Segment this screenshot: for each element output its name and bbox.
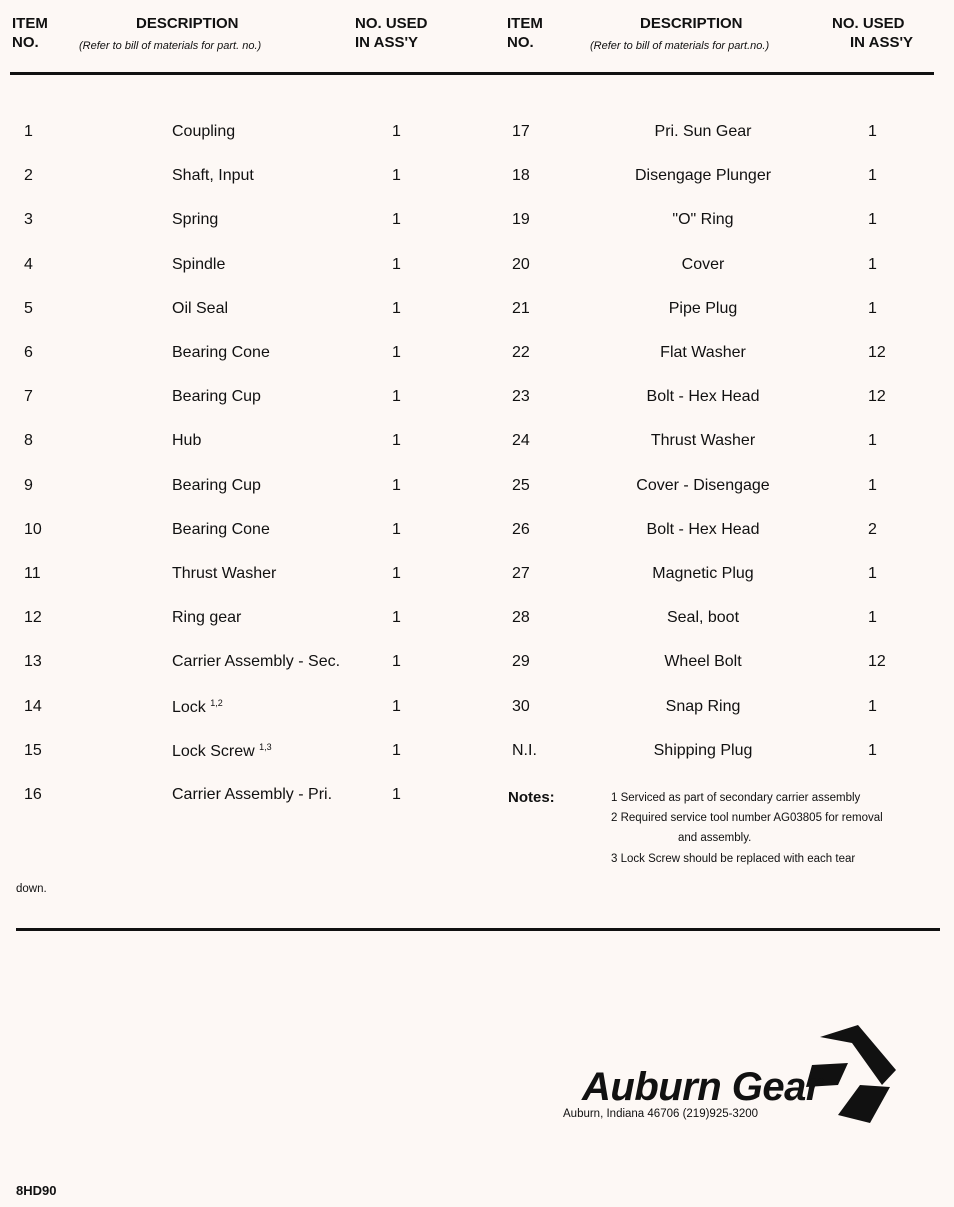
header-description-sub-left: (Refer to bill of materials for part. no.) xyxy=(79,40,262,52)
right-row-description-text: Flat Washer xyxy=(660,344,746,361)
right-row-item-no: 21 xyxy=(512,300,530,317)
left-row-qty: 1 xyxy=(392,786,401,803)
right-row-description xyxy=(553,432,853,450)
left-row-description xyxy=(172,256,225,274)
note-line: 1 Serviced as part of secondary carrier assembly xyxy=(611,792,861,804)
logo-address: Auburn, Indiana 46706 (219)925-3200 xyxy=(563,1108,759,1120)
right-row-description xyxy=(553,521,853,539)
left-row-item-no: 12 xyxy=(24,609,42,626)
left-row-description-text: Bearing Cup xyxy=(172,388,261,405)
left-row-description-text: Bearing Cone xyxy=(172,521,270,538)
right-row-item-no: 25 xyxy=(512,477,530,494)
right-row-description xyxy=(553,344,853,362)
right-row-qty: 1 xyxy=(868,256,877,273)
left-row-description xyxy=(172,344,270,362)
left-row-description xyxy=(172,742,272,761)
left-row-footnote-ref: 1,3 xyxy=(259,742,272,752)
right-row-description xyxy=(553,742,853,760)
left-row-qty: 1 xyxy=(392,565,401,582)
right-row-qty: 1 xyxy=(868,211,877,228)
right-row-item-no: 27 xyxy=(512,565,530,582)
left-row-item-no: 13 xyxy=(24,653,42,670)
right-row-item-no: 22 xyxy=(512,344,530,361)
logo-wordmark: Auburn Gear xyxy=(582,1065,821,1109)
right-row-description-text: Disengage Plunger xyxy=(634,167,772,184)
right-row-qty: 1 xyxy=(868,477,877,494)
right-row-description xyxy=(553,609,853,627)
note-overflow: down. xyxy=(16,883,47,895)
left-row-description xyxy=(172,565,276,583)
left-row-qty: 1 xyxy=(392,388,401,405)
right-row-description-text: Snap Ring xyxy=(665,698,741,715)
right-row-item-no: 29 xyxy=(512,653,530,670)
right-row-description xyxy=(553,565,853,583)
left-row-qty: 1 xyxy=(392,432,401,449)
left-row-description-text: Lock Screw xyxy=(172,743,255,760)
left-row-description xyxy=(172,653,340,671)
right-row-qty: 1 xyxy=(868,698,877,715)
left-row-qty: 1 xyxy=(392,211,401,228)
left-row-qty: 1 xyxy=(392,300,401,317)
right-row-description-text: "O" Ring xyxy=(672,211,734,228)
left-row-item-no: 14 xyxy=(24,698,42,715)
left-row-item-no: 7 xyxy=(24,388,33,405)
footer-divider xyxy=(16,928,940,931)
right-row-description-text: Shipping Plug xyxy=(653,742,753,759)
header-description-sub-right: (Refer to bill of materials for part.no.) xyxy=(590,40,770,52)
left-row-description-text: Ring gear xyxy=(172,609,242,626)
right-row-item-no: 30 xyxy=(512,698,530,715)
right-row-qty: 1 xyxy=(868,609,877,626)
header-divider xyxy=(10,72,934,75)
left-row-description xyxy=(172,388,261,406)
notes-label: Notes: xyxy=(508,789,555,806)
left-row-description-text: Thrust Washer xyxy=(172,565,277,582)
right-row-qty: 12 xyxy=(868,653,886,670)
left-row-description-text: Carrier Assembly - Sec. xyxy=(172,653,341,670)
right-row-qty: 1 xyxy=(868,167,877,184)
note-line: and assembly. xyxy=(678,832,752,844)
left-row-item-no: 9 xyxy=(24,477,33,494)
left-row-description xyxy=(172,477,261,495)
left-row-description-text: Carrier Assembly - Pri. xyxy=(172,786,333,803)
left-row-description xyxy=(172,698,223,717)
right-row-qty: 1 xyxy=(868,742,877,759)
right-row-item-no: 23 xyxy=(512,388,530,405)
right-row-description-text: Cover xyxy=(681,256,725,273)
note-line: 3 Lock Screw should be replaced with each tear xyxy=(611,853,856,865)
left-row-description-text: Oil Seal xyxy=(172,300,229,317)
left-row-item-no: 5 xyxy=(24,300,33,317)
left-row-qty: 1 xyxy=(392,521,401,538)
right-row-description-text: Bolt - Hex Head xyxy=(646,388,760,405)
right-row-item-no: N.I. xyxy=(512,742,537,759)
left-row-description-text: Lock xyxy=(172,699,206,716)
header-item-no-right: ITEM NO. xyxy=(507,15,543,51)
right-row-description-text: Pri. Sun Gear xyxy=(654,123,752,140)
right-row-item-no: 24 xyxy=(512,432,530,449)
right-row-qty: 1 xyxy=(868,432,877,449)
left-row-footnote-ref: 1,2 xyxy=(210,698,223,708)
left-row-item-no: 3 xyxy=(24,211,33,228)
header-description-right: DESCRIPTION xyxy=(640,15,743,32)
right-row-description-text: Thrust Washer xyxy=(650,432,756,449)
right-row-qty: 1 xyxy=(868,300,877,317)
left-row-description xyxy=(172,432,201,450)
left-row-qty: 1 xyxy=(392,742,401,759)
right-row-item-no: 18 xyxy=(512,167,530,184)
left-row-description xyxy=(172,609,241,627)
right-row-description xyxy=(553,167,853,185)
left-row-description-text: Spindle xyxy=(172,256,226,273)
left-row-qty: 1 xyxy=(392,653,401,670)
document-code: 8HD90 xyxy=(16,1183,57,1198)
right-row-qty: 1 xyxy=(868,565,877,582)
left-row-description xyxy=(172,167,254,185)
left-row-item-no: 15 xyxy=(24,742,42,759)
right-row-item-no: 19 xyxy=(512,211,530,228)
left-row-qty: 1 xyxy=(392,344,401,361)
left-row-item-no: 6 xyxy=(24,344,33,361)
left-row-description xyxy=(172,123,235,141)
right-row-description xyxy=(553,300,853,318)
note-line: 2 Required service tool number AG03805 for removal xyxy=(611,812,883,824)
left-row-item-no: 10 xyxy=(24,521,42,538)
right-row-description xyxy=(553,256,853,274)
right-row-description xyxy=(553,477,853,495)
header-item-no-left: ITEM NO. xyxy=(12,15,48,51)
left-row-item-no: 4 xyxy=(24,256,33,273)
right-row-qty: 12 xyxy=(868,388,886,405)
left-row-description-text: Shaft, Input xyxy=(172,167,254,184)
left-row-qty: 1 xyxy=(392,167,401,184)
right-row-description-text: Seal, boot xyxy=(666,609,740,626)
right-row-description-text: Magnetic Plug xyxy=(652,565,754,582)
right-row-description-text: Bolt - Hex Head xyxy=(646,521,760,538)
left-row-description xyxy=(172,521,270,539)
left-row-item-no: 8 xyxy=(24,432,33,449)
right-row-item-no: 20 xyxy=(512,256,530,273)
left-row-description xyxy=(172,211,218,229)
left-row-qty: 1 xyxy=(392,477,401,494)
left-row-qty: 1 xyxy=(392,123,401,140)
header-description-left: DESCRIPTION xyxy=(136,15,239,32)
right-row-qty: 2 xyxy=(868,521,877,538)
right-row-item-no: 17 xyxy=(512,123,530,140)
right-row-item-no: 28 xyxy=(512,609,530,626)
left-row-description xyxy=(172,300,228,318)
left-row-description-text: Hub xyxy=(172,432,202,449)
right-row-description-text: Cover - Disengage xyxy=(636,477,770,494)
right-row-description-text: Pipe Plug xyxy=(668,300,738,317)
left-row-description-text: Bearing Cone xyxy=(172,344,270,361)
right-row-description xyxy=(553,698,853,716)
right-row-qty: 12 xyxy=(868,344,886,361)
left-row-description xyxy=(172,786,332,804)
left-row-item-no: 1 xyxy=(24,123,33,140)
left-row-item-no: 11 xyxy=(24,565,41,582)
left-row-item-no: 16 xyxy=(24,786,42,803)
right-row-description xyxy=(553,653,853,671)
left-row-description-text: Spring xyxy=(172,211,219,228)
left-row-description-text: Coupling xyxy=(172,123,236,140)
left-row-qty: 1 xyxy=(392,698,401,715)
right-row-description xyxy=(553,123,853,141)
right-row-item-no: 26 xyxy=(512,521,530,538)
header-no-used-left: NO. USED IN ASS'Y xyxy=(355,15,428,51)
left-row-description-text: Bearing Cup xyxy=(172,477,261,494)
header-no-used-right: NO. USED IN ASS'Y xyxy=(832,15,914,51)
left-row-qty: 1 xyxy=(392,609,401,626)
right-row-description-text: Wheel Bolt xyxy=(664,653,742,670)
right-row-qty: 1 xyxy=(868,123,877,140)
left-row-qty: 1 xyxy=(392,256,401,273)
right-row-description xyxy=(553,388,853,406)
left-row-item-no: 2 xyxy=(24,167,33,184)
right-row-description xyxy=(553,211,853,229)
